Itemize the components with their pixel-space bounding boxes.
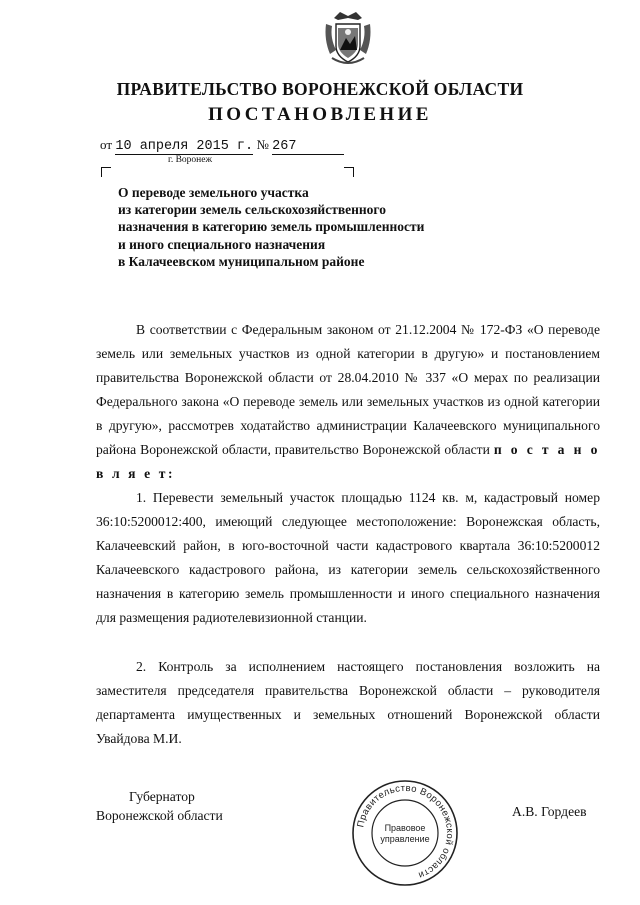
government-name: ПРАВИТЕЛЬСТВО ВОРОНЕЖСКОЙ ОБЛАСТИ [116,79,524,99]
date-number-row [100,137,344,155]
city-label: г. Воронеж [168,155,213,165]
bracket-right [344,167,354,177]
document-subject [118,184,424,270]
item-2-text: 2. Контроль за исполнением настоящего постановления возложить на заместителя председателя правительства Воронежской области – руководителя департамента имущественных и земельных отношений Воронежской области Увайдова М.И. [96,659,600,746]
legal-department-stamp [350,778,460,888]
preamble-text: В соответствии с Федеральным законом от 21.12.2004 № 172-ФЗ «О переводе земель или земельных участков из одной категории в другую» и постановлением правительства Воронежской области от 28.04.2010 № 337 «О мерах по реализации Федерального закона «О переводе земель или земельных участков из одной категории в другую», рассмотрев ходатайство администрации Калачеевского муниципального района Воронежской области, правительство Воронежской области [96,322,600,457]
signatory-position [96,787,223,825]
position-line: Воронежской области [96,808,223,823]
position-line: Губернатор [129,789,195,804]
item-2-paragraph [96,655,600,751]
item-1-text: 1. Перевести земельный участок площадью 1124 кв. м, кадастровый номер 36:10:5200012:400, имеющий следующее местоположение: Воронежская область, Калачеевский район, в юго-восточной части кадастрового квартала 36:10:5200012 Калачеевского кадастрового района, из категории земель сельскохозяйственного назначения в категорию земель промышленности и иного специального назначения для размещения радиотелевизионной станции. [96,490,600,625]
subject-line: из категории земель сельскохозяйственного [118,202,386,218]
document-type: ПОСТАНОВЛЕНИЕ [208,104,432,125]
document-number: 267 [272,139,344,155]
number-label: № [256,137,269,152]
preamble-paragraph [96,318,600,486]
subject-line: в Калачеевском муниципальном районе [118,253,365,269]
subject-line: О переводе земельного участка [118,185,309,200]
stamp-inner-line: управление [380,834,430,844]
signatory-name: А.В. Гордеев [512,804,587,819]
subject-line: и иного специального назначения [118,236,326,252]
from-label: от [100,137,113,152]
resolves-label: п о с т а н о в л я е т: [96,442,600,481]
subject-line: назначения в категорию земель промышленности [118,219,425,235]
item-1-paragraph [96,486,600,630]
document-date: 10 апреля 2015 г. [115,139,254,154]
stamp-outer-text: Правительство Воронежской области [355,782,456,881]
coat-of-arms-icon [322,10,374,68]
stamp-inner-line: Правовое [384,823,426,833]
bracket-left [101,167,111,177]
